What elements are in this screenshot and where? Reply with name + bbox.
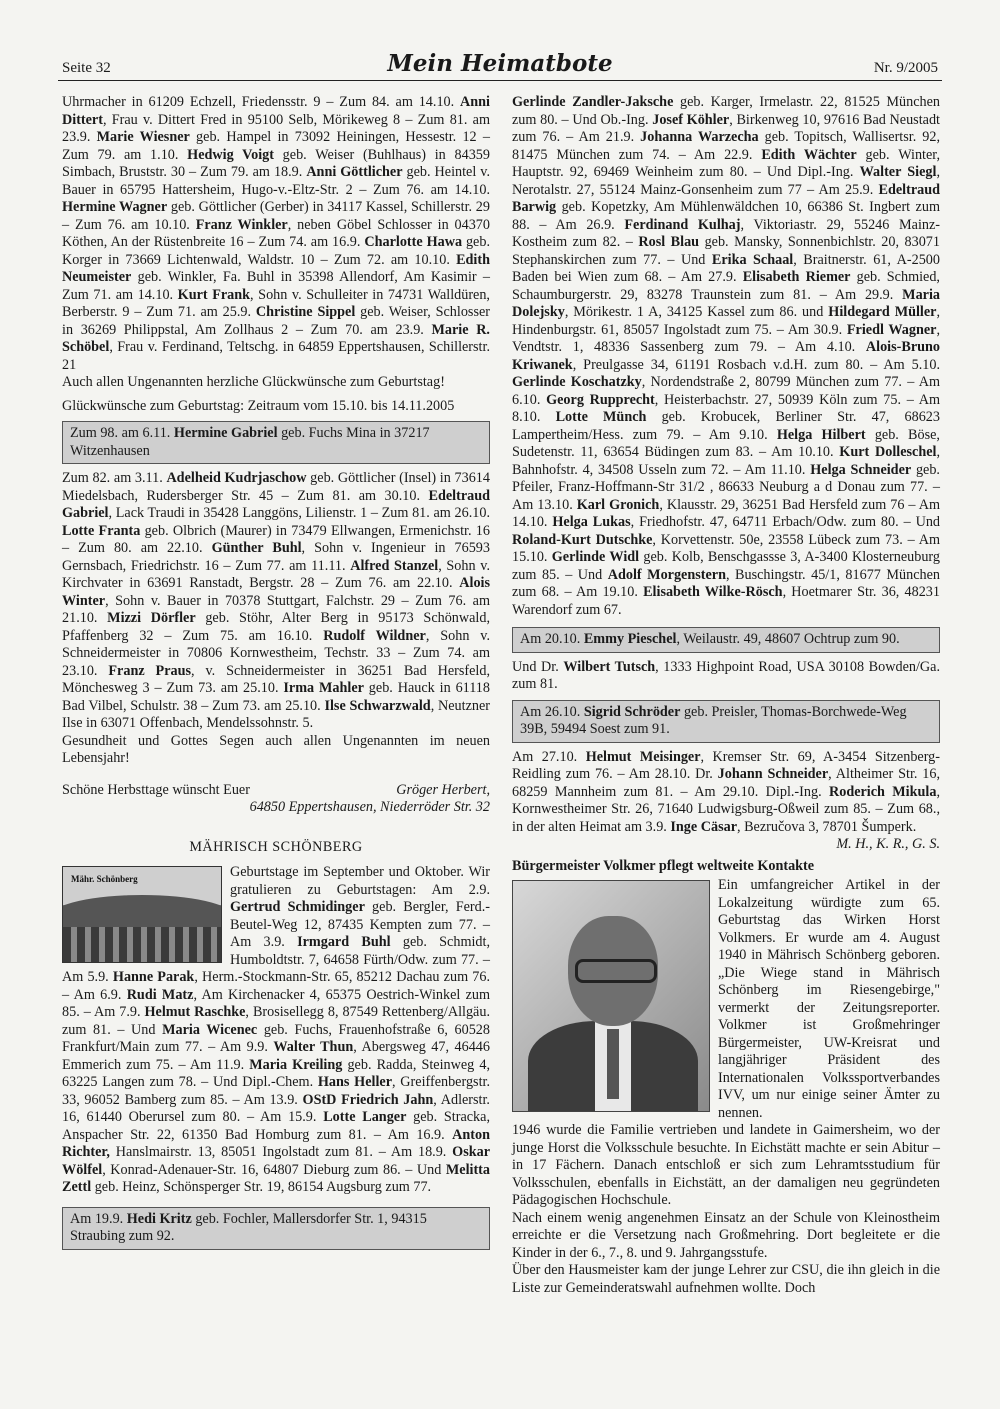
person-name: Adolf Morgenstern [607,566,726,583]
person-name: Mizzi Dörfler [107,610,196,626]
initials-signature: M. H., K. R., G. S. [836,836,940,852]
right-column [512,94,940,1297]
person-name: Edeltraud Barwig [512,181,940,215]
page-number: Seite 32 [62,60,111,76]
person-name: Lotte Franta [62,522,141,539]
birthday-list-paragraph-2: Zum 82. am 3.11. Adelheid Kudrjaschow geb. Göttlicher (Insel) in 73614 Miedelsbach, Rudersberger Str. 45 – Zum 81. am 30.10. Edeltraud Gabriel, Lack Traudi in 35428 Langgöns, Lilienstr. 1 – Zum 81. am 26.10. Lotte Franta geb. Olbrich (Maurer) in 73479 Ellwangen, Ermenichstr. 16 – Zum 80. am 22.10. Günther Buhl, Sohn v. Ingenieur in 76593 Gernsbach, Friedrichstr. 16 – Zum 77. am 11.11. Alfred Stanzel, Sohn v. Kirchvater in 63691 Ranstadt, Bergstr. 28 – Zum 76. am 22.10. Alois Winter, Sohn v. Bauer in 70378 Stuttgart, Falchstr. 29 – Zum 76. am 21.10. Mizzi Dörfler geb. Stöhr, Alter Berg in 95173 Schönwald, Pfaffenberg 32 – Zum 75. am 16.10. Rudolf Wildner, Sohn v. Schneidermeister in 70806 Kornwestheim, Techstr. 33 – Zum 74. am 23.10. Franz Praus, v. Schneidermeister in 36251 Bad Hersfeld, Mönchesweg 3 – Zum 73. am 25.10. Irma Mahler geb. Hauck in 61118 Bad Vilbel, Schulstr. 38 – Zum 73. am 25.10. Ilse Schwarzwald, Neutzner Ilse in 63071 Offenbach, Mendelssohnstr. 5. [62,470,491,731]
image-caption: Mähr. Schönberg [71,874,138,884]
town-engraving-image [62,866,222,963]
person-name: Franz Praus [108,662,192,679]
person-name: Emmy Pieschel [583,631,677,647]
person-name: Anton Richter, [62,1126,490,1160]
person-name: Helmut Meisinger [585,748,701,765]
person-name: Kurt Frank [177,286,251,303]
person-name: Wilbert Tutsch [563,658,656,675]
period-notice: Glückwünsche zum Geburtstag: Zeitraum vom 15.10. bis 14.11.2005 [62,397,455,414]
schoenberg-birthdays: Geburtstage im September und Oktober. Wir gratulieren zu Geburtstagen: Am 2.9. Gertrud Schmidinger geb. Bergler, Ferd.-Beutel-Weg 12, 87435 Kempten zum 77. – Am 3.9. Irmgard Buhl geb. Schmidt, Humboldtstr. 7, 64658 Fürth/Odw. zum 77. – Am 5.9. Hanne Parak, Herm.-Stockmann-Str. 65, 85212 Dachau zum 76. – Am 6.9. Rudi Matz, Am Kirchenacker 4, 65375 Oestrich-Winkel zum 85. – Am 7.9. Helmut Raschke, Brosisellegg 8, 87549 Rettenberg/Allgäu. zum 81. – Und Maria Wicenec geb. Fuchs, Frauenhofstraße 6, 60528 Frankfurt/Main zum 77. – Am 9.9. Walter Thun, Abergsweg 47, 46446 Emmerich zum 75. – Am 11.9. Maria Kreiling geb. Radda, Steinweg 4, 63225 Langen zum 78. – Und Dipl.-Chem. Hans Heller, Greiffenbergstr. 33, 96052 Bamberg zum 85. – Am 13.9. OStD Friedrich Jahn, Adlerstr. 16, 61440 Oberursel zum 80. – Am 15.9. Lotte Langer geb. Stracka, Anspacher Str. 22, 61350 Bad Homburg zum 81. – Am 16.9. Anton Richter, Hanslmairstr. 13, 85051 Ingolstadt zum 81. – Am 18.9. Oskar Wölfel, Konrad-Adenauer-Str. 16, 64807 Dieburg zum 86. – Und Melitta Zettl geb. Heinz, Schönsperger Str. 19, 86154 Augsburg zum 77. [62,864,491,1195]
person-name: Johann Schneider [717,766,829,782]
person-name: Melitta Zettl [62,1161,490,1195]
person-name: Hanne Parak [112,969,195,985]
person-name: Lotte Langer [323,1109,407,1125]
signature-name: Gröger Herbert, [396,781,490,798]
person-name: Ilse Schwarzwald [324,697,431,714]
birthday-list-paragraph-4: Am 27.10. Helmut Meisinger, Kremser Str. 69, A-3454 Sitzenberg-Reidling zum 76. – Am 28.10. Dr. Johann Schneider, Altheimer Str. 16, 68259 Mannheim zum 81. – Am 29.10. Dipl.-Ing. Roderich Mikula, Kornwestheimer Str. 26, 71640 Ludwigsburg-Oßweil zum 85. – Zum 68., in der alten Heimat am 3.9. Inge Cäsar, Bezručova 3, 78701 Šumperk. M. H., K. R., G. S. [512,748,940,852]
article-headline: Bürgermeister Volkmer pflegt weltweite Kontakte [512,857,815,874]
person-name: Georg Rupprecht [546,391,655,408]
highlight-box-92: Am 19.9. Hedi Kritz geb. Fochler, Mallersdorfer Str. 1, 94315 Straubing zum 92. [62,1207,490,1250]
person-name: Inge Cäsar [670,818,737,835]
person-name: Rudolf Wildner [323,627,426,644]
masthead-logo: Mein Heimatbote [387,50,613,77]
person-name: Alois Winter [62,575,490,609]
person-name: Gerlinde Zandler-Jaksche [512,94,674,110]
person-name: Helga Lukas [552,514,631,530]
signature-greeting: Schöne Herbsttage wünscht Euer [62,781,250,798]
person-name: Johanna Warzecha [640,129,759,145]
usa-birthday: Und Dr. Wilbert Tutsch, 1333 Highpoint Road, USA 30108 Bowden/Ga. zum 81. [512,658,940,692]
highlight-box-91: Am 26.10. Sigrid Schröder geb. Preisler, Thomas-Borchwede-Weg 39B, 59494 Soest zum 91. [512,700,940,743]
person-name: Gerlinde Koschatzky [512,374,642,390]
person-name: Hermine Wagner [62,199,168,215]
person-name: Hans Heller [317,1074,392,1090]
person-name: Edith Neumeister [62,251,490,285]
birthday-list-paragraph: Uhrmacher in 61209 Echzell, Friedensstr. 9 – Zum 84. am 14.10. Anni Dittert, Frau v. Dittert Fred in 95100 Selb, Mörikeweg 8 – Zum 81. am 23.9. Marie Wiesner geb. Hampel in 73092 Heiningen, Hessestr. 12 – Zum 79. am 1.10. Hedwig Voigt geb. Weiser (Buhlhaus) in 84359 Simbach, Bruststr. 30 – Zum 79. am 18.9. Anni Göttlicher geb. Heintel v. Bauer in 65795 Hattersheim, Hugo-v.-Eltz-Str. 2 – Zum 76. am 14.10. Hermine Wagner geb. Göttlicher (Gerber) in 34117 Kassel, Schillerstr. 29 – Zum 76. am 10.10. Franz Winkler, neben Göbel Schlosser in 04370 Köthen, An der Rüstenbreite 16 – Zum 74. am 16.9. Charlotte Hawa geb. Korger in 73669 Lichtenwald, Waldstr. 10 – Zum 72. am 10.10. Edith Neumeister geb. Winkler, Fa. Buhl in 35398 Allendorf, Am Kasimir – Zum 71. am 14.10. Kurt Frank, Sohn v. Schulleiter in 74731 Walldüren, Berberstr. 9 – Zum 71. am 25.9. Christine Sippel geb. Weiser, Schlosser in 36269 Philippstal, Am Zollhaus 2 – Zum 70. am 23.9. Marie R. Schöbel, Frau v. Ferdinand, Teltschg. in 64859 Eppertshausen, Schillerstr. 21 [62,94,491,373]
person-name: Sigrid Schröder [583,703,681,720]
person-name: Rosl Blau [638,234,700,250]
person-name: Roderich Mikula [828,783,937,800]
person-name: Edith Wächter [761,146,857,163]
person-name: Karl Gronich [576,496,660,513]
person-name: Helmut Raschke [144,1004,246,1020]
person-name: Günther Buhl [211,540,302,556]
person-name: Helga Schneider [810,461,912,478]
person-name: Elisabeth Riemer [742,269,851,285]
person-name: Walter Thun [273,1039,354,1055]
person-name: Friedl Wagner [846,321,937,338]
person-name: Gertrud Schmidinger [230,899,365,915]
person-name: Hildegard Müller [828,304,937,320]
blessing-text: Gesundheit und Gottes Segen auch allen Ungenannten im neuen Lebensjahr! [62,732,490,766]
person-name: Gerlinde Widl [551,549,640,565]
person-name: Helga Hilbert [776,426,866,443]
person-name: Maria Wicenec [162,1021,258,1038]
person-name: Irma Mahler [283,680,364,696]
greeting-unnamed: Auch allen Ungenannten herzliche Glückwünsche zum Geburtstag! [62,374,445,390]
person-name: Alois-Bruno Kriwanek [512,339,940,373]
person-name: Ferdinand Kulhaj [624,216,741,233]
person-name: Oskar Wölfel [62,1144,490,1178]
birthday-list-paragraph-3: Gerlinde Zandler-Jaksche geb. Karger, Irmelastr. 22, 81525 München zum 80. – Und Ob.-Ing. Josef Köhler, Birkenweg 10, 97616 Bad Neustadt zum 76. – Am 21.9. Johanna Warzecha geb. Topitsch, Wallisertsr. 92, 81475 München zum 74. – Am 22.9. Edith Wächter geb. Winter, Hauptstr. 92, 69469 Weinheim zum 80. – Und Dipl.-Ing. Walter Siegl, Nerotalstr. 27, 55124 Mainz-Gonsenheim zum 77 – Am 25.9. Edeltraud Barwig geb. Kopetzky, Am Mühlenwäldchen 10, 66386 St. Ingbert zum 88. – Am 26.9. Ferdinand Kulhaj, Viktoriastr. 29, 55246 Mainz-Kostheim zum 82. – Rosl Blau geb. Mansky, Sonnenbichlstr. 20, 83071 Stephanskirchen zum 77. – Und Erika Schaal, Braitnerstr. 61, A-2500 Baden bei Wien zum 68. – Am 27.9. Elisabeth Riemer geb. Schmied, Schaumburgerstr. 29, 83278 Traunstein zum 81. – Am 29.9. Maria Dolejsky, Mörikestr. 1 A, 34125 Kassel zum 86. und Hildegard Müller, Hindenburgstr. 61, 85057 Ingolstadt zum 75. – Am 30.9. Friedl Wagner, Vendtstr. 1, 48336 Sassenberg zum 79. – Am 4.10. Alois-Bruno Kriwanek, Preulgasse 34, 61191 Rosbach v.d.H. zum 80. – Am 5.10. Gerlinde Koschatzky, Nordendstraße 2, 80799 München zum 77. – Am 6.10. Georg Rupprecht, Heisterbachstr. 27, 50939 Köln zum 75. – Am 8.10. Lotte Münch geb. Krobucek, Berliner Str. 47, 68623 Lampertheim/Hess. zum 79. – Am 9.10. Helga Hilbert geb. Böse, Sudetenstr. 11, 63654 Büdingen zum 83. – Am 10.10. Kurt Dolleschel, Bahnhofstr. 4, 34508 Usseln zum 72. – Am 11.10. Helga Schneider geb. Pfeiler, Franz-Hoffmann-Str 31/2 , 86633 Neuburg a d Donau zum 77. – Am 13.10. Karl Gronich, Klausstr. 29, 36251 Bad Hersfeld zum 76 – Am 14.10. Helga Lukas, Friedhofstr. 47, 64711 Erbach/Odw. zum 80. – Und Roland-Kurt Dutschke, Korvettenstr. 50e, 23558 Lübeck zum 73. – Am 15.10. Gerlinde Widl geb. Kolb, Benschgassse 3, A-3400 Klosterneuburg zum 85. – Und Adolf Morgenstern, Buschingstr. 45/1, 81677 München zum 68. – Am 19.10. Elisabeth Wilke-Rösch, Hoetmarer Str. 36, 48231 Warendorf zum 67. [512,94,941,618]
section-title: MÄHRISCH SCHÖNBERG [189,838,363,855]
person-name: Irmgard Buhl [297,934,391,950]
person-name: Hedi Kritz [126,1210,192,1227]
person-name: Franz Winkler [195,216,288,233]
person-name: Rudi Matz [126,986,194,1003]
person-name: Charlotte Hawa [364,234,463,250]
person-name: Elisabeth Wilke-Rösch [643,584,783,600]
person-name: Maria Kreiling [249,1056,343,1073]
person-name: Marie R. Schöbel [62,321,490,355]
person-name: Anni Dittert [62,94,490,128]
issue-number: Nr. 9/2005 [873,60,938,76]
person-name: Edeltraud Gabriel [62,487,490,521]
person-name: Marie Wiesner [96,129,190,145]
article-paragraph-3: Nach einem wenig angenehmen Einsatz an der Schule von Kleinostheim erreichte er die Versetzung nach Großmehring. Dort begleitete er die Kinder in der 6., 7., 8. und 9. Jahrgangsstufe. [512,1209,940,1261]
article-paragraph-2: 1946 wurde die Familie vertrieben und landete in Gaimersheim, wo der junge Horst die Volksschule besuchte. In Eichstätt machte er sein Abitur – in 17 Fächern. Danach entschloß er sich zum Lehramtsstudium für Volksschulen, ebenfalls in Eichstätt, an der damaligen neu gegründeten Pädagogischen Hochschule. [512,1122,940,1208]
person-name: Alfred Stanzel [350,557,439,574]
highlight-box-98: Zum 98. am 6.11. Hermine Gabriel geb. Fuchs Mina in 37217 Witzenhausen [62,421,490,464]
person-name: Hermine Gabriel [173,425,278,441]
person-name: Maria Dolejsky [512,286,940,320]
person-name: Adelheid Kudrjaschow [166,470,307,486]
person-name: Christine Sippel [255,304,356,320]
article-paragraph-4: Über den Hausmeister kam der junge Lehrer zur CSU, die ihn gleich in die Liste zur Gemeinderatswahl aufnehmen wollte. Doch [512,1262,940,1296]
person-name: Lotte Münch [555,409,647,425]
person-name: Roland-Kurt Dutschke [512,531,653,548]
person-name: Walter Siegl [859,164,937,180]
header-rule [58,80,942,81]
person-name: OStD Friedrich Jahn [302,1091,434,1108]
highlight-box-90: Am 20.10. Emmy Pieschel, Weilaustr. 49, 48607 Ochtrup zum 90. [512,627,940,653]
person-name: Josef Köhler [652,111,730,128]
left-column [62,94,490,1256]
person-name: Erika Schaal [711,251,794,268]
signature-address: 64850 Eppertshausen, Niederröder Str. 32 [249,799,490,815]
article-paragraph-1: Ein umfangreicher Artikel in der Lokalzeitung würdigte zum 65. Geburtstag das Wirken Horst Volkmers. Er wurde am 4. August 1940 in Mährisch Schönberg geboren. „Die Wiege stand in Mährisch Schönberg im Riesengebirge," vermerkt der Zeitungsreporter. Volkmer ist Großmehringer Bürgermeister, UW-Kreisrat und langjähriger Präsident des Internationalen Volkssportverbandes IVV, um nur einige seiner Ämter zu nennen. [718,877,940,1121]
signature-line [62,782,490,800]
portrait-photo [512,880,710,1112]
person-name: Kurt Dolleschel [839,444,937,460]
person-name: Hedwig Voigt [187,146,274,163]
person-name: Anni Göttlicher [306,164,403,180]
